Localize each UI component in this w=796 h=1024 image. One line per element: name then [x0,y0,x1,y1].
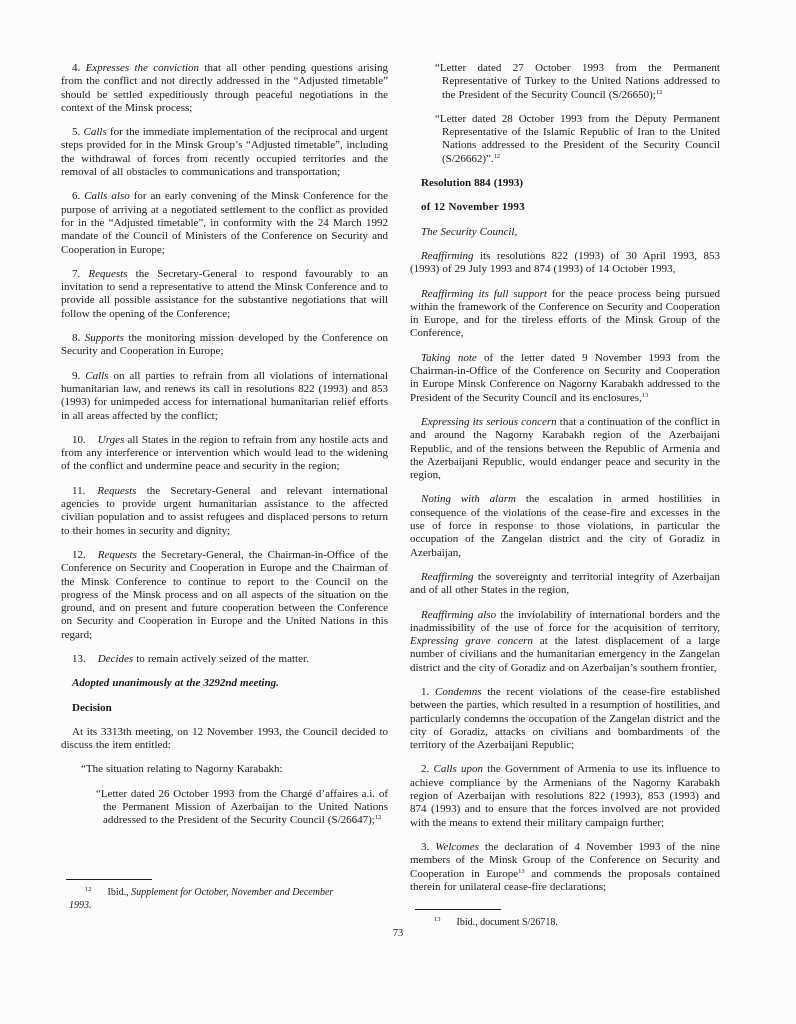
footnote-ref: 12 [655,88,663,96]
text-run: of 12 November 1993 [421,201,525,214]
body-paragraph [410,841,720,894]
text-run: Expressing grave concern [410,635,533,648]
text-run: the sovereignty and territorial integrity of Azerbaijan and of all other States in the region, [410,570,720,597]
footnote-text [69,887,388,912]
text-run: Decides [97,652,134,665]
footnote-ref: 12 [85,886,92,893]
quoted-item [435,62,720,102]
body-paragraph [410,763,720,829]
text-run: Decision [72,701,112,714]
text-run: 1993. [69,899,92,911]
body-paragraph [61,726,388,753]
text-run: Calls [83,126,107,139]
text-run: of the letter dated 9 November 1993 from the Chairman-in-Office of the Conference on Security and Cooperation in Europe Minsk Conference on Nagorny Karabakh addressed to the President of the Security Council and its enclosures, [410,351,720,404]
body-paragraph [410,250,720,277]
text-run: Calls upon [433,763,484,776]
body-paragraph [61,549,388,642]
body-paragraph [61,190,388,256]
body-paragraph [61,370,388,423]
footnote-separator [415,909,501,910]
text-run: for the peace process being pursued within the framework of the Conference on Security and Cooperation in Europe, and for the tireless efforts of the Minsk Group of the Conference, [410,287,720,340]
text-run: the inviolability of international borders and the inadmissibility of the use of force for the acquisition of territory, [410,608,720,634]
text-run: the Secretary-General to respond favourably to an invitation to send a representative to attend the Minsk Conference and to provide all possible assistance for the substantive negotiations that will follow the opening of the Conference; [61,267,388,320]
text-run: the declaration of 4 November 1993 of the nine members of the Minsk Group of the Conference on Security and Cooperation in Europe [410,840,720,880]
footnote-ref: 13 [518,867,525,875]
text-run: Reaffirming also [421,608,497,621]
text-run: Ibid., document S/26718. [456,917,558,929]
right-footnote-area [410,905,720,930]
adoption-line [61,677,388,690]
text-run: and commends the proposals contained therein for unilateral cease-fire declarations; [410,867,720,893]
footnote-text [418,917,720,930]
footnote-ref: 13 [641,391,649,399]
text-run: Welcomes [435,840,479,853]
text-run: 4. [72,62,86,74]
body-paragraph [61,485,388,538]
quoted-item [435,112,720,166]
text-run: Calls also [84,190,130,203]
text-run: 2. [421,763,434,776]
body-paragraph [410,288,720,341]
left-footnote-area [61,875,388,912]
text-run: Expressing its serious concern [421,415,557,428]
text-run: 1. [421,685,436,698]
text-run: Requests [88,267,128,280]
text-run: Supplement for October, November and December [131,887,334,898]
body-paragraph [61,434,388,474]
text-run: Condemns [435,685,482,698]
text-run: 13. [72,652,86,665]
text-run: the escalation in armed hostilities in consequence of the violations of the cease-fire and excesses in the use of force in response to those violations, in particular the occupation of the Zangelan district and the city of Goradiz in Azerbaijan, [410,493,720,559]
text-run: Resolution 884 (1993) [421,177,524,190]
text-run: “Letter dated 26 October 1993 from the Chargé d’affaires a.i. of the Permanent Mission of Azerbaijan to the United Nations addressed to the President of the Security Council (S/26647); [96,787,388,827]
text-run: 9. [72,369,86,382]
body-paragraph [410,686,720,752]
text-run: the recent violations of the cease-fire established between the parties, which resulted in a resumption of hostilities, and particularly condemns the occupation of the Zangelan district and the city of Goradiz, attacks on civilians and bombardments of the territory of the Azerbaijani Republic; [410,685,720,752]
footnote-ref: 12 [374,814,382,822]
text-run: for an early convening of the Minsk Conference for the purpose of arriving at a negotiated settlement to the conflict as provided for in the “Adjusted timetable”, in conformity with the 24 March 1992 mandate of the Council of Ministers of the Conference on Security and Cooperation in Europe; [61,190,388,256]
text-run: Urges [97,433,125,446]
text-run: on all parties to refrain from all violations of international humanitarian law, and renews its call in resolutions 822 (1993) and 853 (1993) for unimpeded access for international humanitarian relief efforts in all areas affected by the conflict; [61,369,388,422]
text-run: all States in the region to refrain from any hostile acts and from any interference or intervention which would lead to the widening of the conflict and undermine peace and security in the region; [61,433,388,473]
text-run: to remain actively seized of the matter. [133,652,309,665]
resolution-date [410,201,720,214]
body-paragraph [410,493,720,559]
text-run: 6. [72,190,85,203]
body-paragraph [61,126,388,179]
body-paragraph [61,62,388,115]
text-run: Ibid., [107,887,132,898]
text-run: Reaffirming [421,570,474,583]
text-run: 3. [421,840,436,853]
text-run: 11. [72,484,86,497]
body-paragraph [61,332,388,359]
right-column-text [410,62,720,905]
resolution-title [410,177,720,190]
text-run: 5. [72,126,84,139]
text-run: The Security Council, [421,225,518,238]
footnote-ref: 13 [434,916,441,924]
body-paragraph [410,226,720,239]
footnote-separator [66,879,152,880]
body-paragraph [410,416,720,482]
text-run: Adopted unanimously at the 3292nd meeting. [72,677,279,690]
text-run: Noting with alarm [421,493,516,506]
decision-heading [61,702,388,715]
text-run: “Letter dated 28 October 1993 from the Deputy Permanent Representative of the Islamic Republic of Iran to the United Nations addressed to the President of the Security Council (S/26662)”. [435,112,720,165]
body-paragraph [410,352,720,405]
text-run: the monitoring mission developed by the Conference on Security and Cooperation in Europe; [61,332,388,358]
text-run: its resolutions 822 (1993) of 30 April 1993, 853 (1993) of 29 July 1993 and 874 (1993) of 14 October 1993, [410,249,720,276]
text-run: Reaffirming [421,249,474,262]
text-run: the Secretary-General, the Chairman-in-Office of the Conference on Security and Cooperation in Europe and the Chairman of the Minsk Conference to continue to report to the Council on the progress of the Minsk process and on all aspects of the situation on the ground, and on present and future cooperation between the Conference on Security and Cooperation in Europe and the United Nations in this regard; [61,548,388,641]
text-run: “Letter dated 27 October 1993 from the Permanent Representative of Turkey to the United Nations addressed to the President of the Security Council (S/26650); [435,62,720,101]
text-run: for the immediate implementation of the reciprocal and urgent steps provided for in the Minsk Group’s “Adjusted timetable”, including the withdrawal of forces from recently occupied territories and the removal of all obstacles to communications and transportation; [61,126,388,179]
text-run: Requests [97,548,137,561]
body-paragraph [410,609,720,675]
text-run: Taking note [421,351,477,364]
text-run: At its 3313th meeting, on 12 November 1993, the Council decided to discuss the item entitled: [61,725,388,752]
text-run: that a continuation of the conflict in and around the Nagorny Karabakh region of the Azerbaijani Republic, and of the tensions between the Republic of Armenia and the Azerbaijani Republic, would endanger peace and security in the region, [410,415,720,482]
quoted-item [96,787,388,828]
text-run: Requests [97,484,137,497]
text-run: 7. [72,267,89,280]
body-paragraph [61,268,388,321]
text-run: that all other pending questions arising from the conflict and not directly addressed in the “Adjusted timetable” should be settled expeditiously through peaceful negotiations in the context of the Minsk process; [61,62,389,114]
text-run: “The situation relating to Nagorny Karabakh: [81,763,283,776]
quoted-item [70,763,388,776]
right-column [410,62,720,929]
page-number: 73 [392,928,404,939]
body-paragraph [61,653,388,666]
text-run: the Secretary-General and relevant international agencies to provide urgent humanitarian assistance to the affected civilian population and to assist refugees and displaced persons to return to their homes in security and dignity; [61,484,388,537]
text-run: Calls [85,369,109,382]
left-column-text [61,62,388,839]
text-run: 8. [72,332,85,345]
text-run: Supports [84,332,124,345]
text-run: at the latest displacement of a large number of civilians and the humanitarian emergency in the Zangelan district and the city of Goradiz and on Azerbaijan’s southern frontier, [410,635,720,674]
text-run: 10. [72,433,86,446]
body-paragraph [410,571,720,598]
text-run: Expresses the conviction [85,62,200,74]
text-run: the Government of Armenia to use its influence to achieve compliance by the Armenians of the Nagorny Karabakh region of Azerbaijan with resolutions 822 (1993), 853 (1993) and 874 (1993) and to ensure that the forces involved are not provided with the means to extend their military campaign further; [410,763,720,829]
footnote-ref: 12 [493,152,501,160]
text-run: 12. [72,548,86,561]
left-column [61,62,388,912]
text-run: Reaffirming its full support [421,287,547,300]
